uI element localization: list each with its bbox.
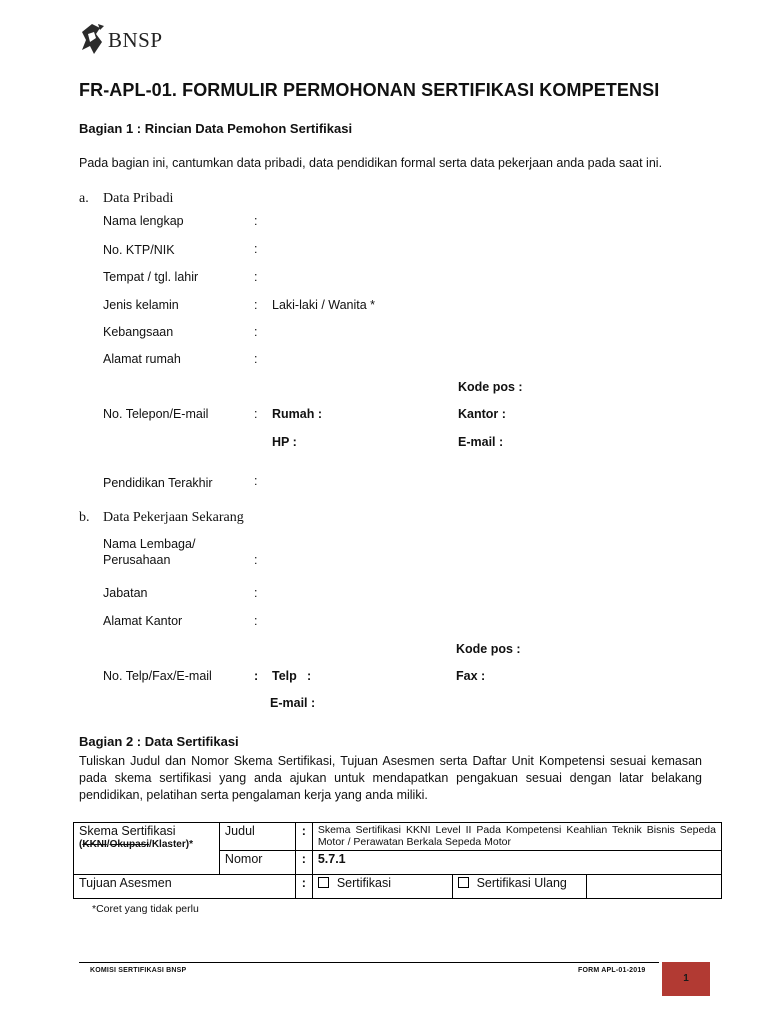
section-1-intro: Pada bagian ini, cantumkan data pribadi, data pendidikan formal serta data pekerjaan anda pada saat ini. — [79, 156, 663, 170]
colon: : — [254, 242, 258, 256]
section-2-intro: Tuliskan Judul dan Nomor Skema Sertifikasi, Tujuan Asesmen serta Daftar Unit Kompetensi sesuai kemasan pada skema sertifikasi yang anda ajukan untuk mendapatkan pengakuan sesuai dengan latar belakang pendidikan, pelatihan serta pengalaman kerja yang anda miliki. — [79, 754, 702, 802]
tujuan-label: Tujuan Asesmen — [74, 875, 296, 899]
option-sertifikasi[interactable] — [312, 875, 452, 899]
label-telp: Telp — [272, 669, 297, 683]
value-jenis-kelamin: Laki-laki / Wanita * — [272, 298, 376, 312]
nomor-label: Nomor — [219, 851, 295, 875]
label-pendidikan: Pendidikan Terakhir — [103, 476, 213, 490]
skema-table — [73, 822, 722, 899]
label-fax: Fax : — [456, 669, 486, 683]
footnote: *Coret yang tidak perlu — [92, 903, 199, 915]
klaster-option: Klaster)* — [151, 839, 193, 850]
section-1-heading: Bagian 1 : Rincian Data Pemohon Sertifikasi — [79, 121, 353, 136]
label-kode-pos-kantor: Kode pos : — [456, 642, 521, 656]
form-title: FR-APL-01. FORMULIR PERMOHONAN SERTIFIKASI KOMPETENSI — [79, 80, 660, 100]
colon: : — [254, 553, 258, 567]
colon: : — [254, 352, 258, 366]
logo-text: BNSP — [108, 28, 163, 52]
colon: : — [295, 875, 312, 899]
nomor-value: 5.7.1 — [312, 851, 721, 875]
label-ktp: No. KTP/NIK — [103, 243, 175, 257]
okupasi-option: Okupasi — [109, 839, 150, 850]
label-alamat-rumah: Alamat rumah — [103, 352, 181, 366]
label-telp-fax-email: No. Telp/Fax/E-mail — [103, 669, 212, 683]
footer-right: FORM APL-01-2019 — [578, 967, 646, 974]
subsection-a-marker: a. — [79, 191, 89, 206]
page-number: 1 — [683, 973, 689, 984]
label-alamat-kantor: Alamat Kantor — [103, 614, 183, 628]
bnsp-emblem-icon — [78, 22, 106, 56]
label-rumah: Rumah : — [272, 407, 322, 421]
label-jabatan: Jabatan — [103, 586, 148, 600]
colon: : — [295, 823, 312, 851]
skema-type-note: (KKNI/Okupasi/Klaster)* — [79, 839, 193, 850]
colon: : — [254, 407, 258, 421]
label-email-kantor: E-mail : — [270, 696, 316, 710]
checkbox-icon[interactable] — [318, 877, 329, 888]
subsection-a-title: Data Pribadi — [103, 191, 174, 206]
label-nama-lembaga: Nama Lembaga/ — [103, 537, 196, 551]
label-kantor: Kantor : — [458, 407, 506, 421]
footer-divider — [79, 962, 659, 963]
label-email: E-mail : — [458, 435, 504, 449]
colon: : — [254, 270, 258, 284]
label-kebangsaan: Kebangsaan — [103, 325, 174, 339]
colon: : — [254, 669, 259, 683]
kkni-option: KKNI — [82, 839, 107, 850]
skema-label: Skema Sertifikasi — [79, 824, 176, 838]
label-ttl: Tempat / tgl. lahir — [103, 270, 199, 284]
option-sertifikasi-label: Sertifikasi — [336, 876, 391, 890]
colon: : — [295, 851, 312, 875]
subsection-b-title: Data Pekerjaan Sekarang — [103, 510, 244, 525]
colon: : — [307, 669, 312, 683]
checkbox-icon[interactable] — [458, 877, 469, 888]
section-2-heading: Bagian 2 : Data Sertifikasi — [79, 734, 239, 749]
bnsp-logo — [78, 22, 178, 58]
footer-left: KOMISI SERTIFIKASI BNSP — [90, 967, 187, 974]
colon: : — [254, 325, 258, 339]
label-nama-lengkap: Nama lengkap — [103, 214, 184, 228]
colon: : — [254, 474, 258, 488]
colon: : — [254, 298, 258, 312]
colon: : — [254, 586, 258, 600]
label-perusahaan: Perusahaan — [103, 553, 171, 567]
skema-label-cell — [74, 823, 220, 875]
empty-cell — [587, 875, 722, 899]
option-sertifikasi-ulang[interactable] — [452, 875, 587, 899]
page-number-box — [662, 962, 710, 996]
label-jenis-kelamin: Jenis kelamin — [103, 298, 179, 312]
label-kode-pos: Kode pos : — [458, 380, 523, 394]
label-telepon-email: No. Telepon/E-mail — [103, 407, 209, 421]
judul-label: Judul — [219, 823, 295, 851]
option-sertifikasi-ulang-label: Sertifikasi Ulang — [476, 876, 567, 890]
judul-value: Skema Sertifikasi KKNI Level II Pada Kompetensi Keahlian Teknik Bisnis Sepeda Motor / Perawatan Berkala Sepeda Motor — [312, 823, 721, 851]
label-hp: HP : — [272, 435, 297, 449]
colon: : — [254, 214, 258, 228]
colon: : — [254, 614, 258, 628]
subsection-b-marker: b. — [79, 510, 90, 525]
